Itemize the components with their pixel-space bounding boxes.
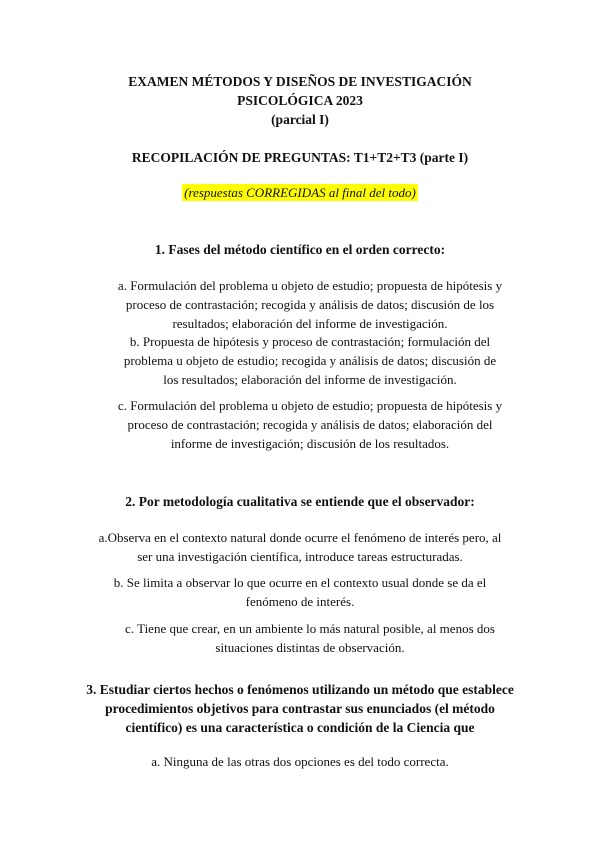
option-line: a. Formulación del problema u objeto de estudio; propuesta de hipótesis y [117,278,503,293]
question-3-title-line: 3. Estudiar ciertos hechos o fenómenos utilizando un método que establece [86,682,514,697]
option-line: a. Ninguna de las otras dos opciones es del todo correcta. [151,754,449,769]
option-line: b. Propuesta de hipótesis y proceso de contrastación; formulación del [129,334,491,349]
option-line: situaciones distintas de observación. [215,640,405,655]
question-1-title: 1. Fases del método científico en el orden correcto: [154,242,446,257]
option-line: fenómeno de interés. [245,594,355,609]
exam-title [0,72,600,129]
option-line: proceso de contrastación; recogida y análisis de datos; elaboración del [127,417,493,432]
question-1-option-c[interactable] [70,396,550,453]
question-1-option-b[interactable] [70,332,550,389]
question-3-title-line: científico) es una característica o condición de la Ciencia que [125,720,475,735]
question-2-option-a[interactable] [50,528,550,566]
option-line: problema u objeto de estudio; recogida y análisis de datos; discusión de [123,353,497,368]
question-2-title: 2. Por metodología cualitativa se entiende que el observador: [125,494,475,509]
option-line: b. Se limita a observar lo que ocurre en el contexto usual donde se da el [113,575,487,590]
question-1-option-a[interactable] [70,276,550,333]
title-line-1: EXAMEN MÉTODOS Y DISEÑOS DE INVESTIGACIÓN [128,74,472,89]
option-line: a.Observa en el contexto natural donde ocurre el fenómeno de interés pero, al [98,530,502,545]
question-2-option-b[interactable] [70,573,530,611]
question-3-option-a[interactable] [60,752,540,771]
corrected-answers-note [0,183,600,202]
question-2-option-c[interactable] [80,619,540,657]
title-line-3: (parcial I) [271,112,329,127]
option-line: informe de investigación; discusión de los resultados. [170,436,450,451]
option-line: c. Tiene que crear, en un ambiente lo más natural posible, al menos dos [125,621,495,636]
question-3-title [30,680,570,737]
highlighted-note: (respuestas CORREGIDAS al final del todo) [184,185,416,200]
option-line: resultados; elaboración del informe de investigación. [172,316,448,331]
question-3-title-line: procedimientos objetivos para contrastar sus enunciados (el método [105,701,495,716]
option-line: ser una investigación científica, introduce tareas estructuradas. [137,549,463,564]
option-line: proceso de contrastación; recogida y análisis de datos; discusión de los [125,297,495,312]
compilation-heading: RECOPILACIÓN DE PREGUNTAS: T1+T2+T3 (parte I) [131,150,469,165]
title-line-2: PSICOLÓGICA 2023 [237,93,363,108]
option-line: c. Formulación del problema u objeto de estudio; propuesta de hipótesis y [117,398,503,413]
option-line: los resultados; elaboración del informe de investigación. [163,372,457,387]
